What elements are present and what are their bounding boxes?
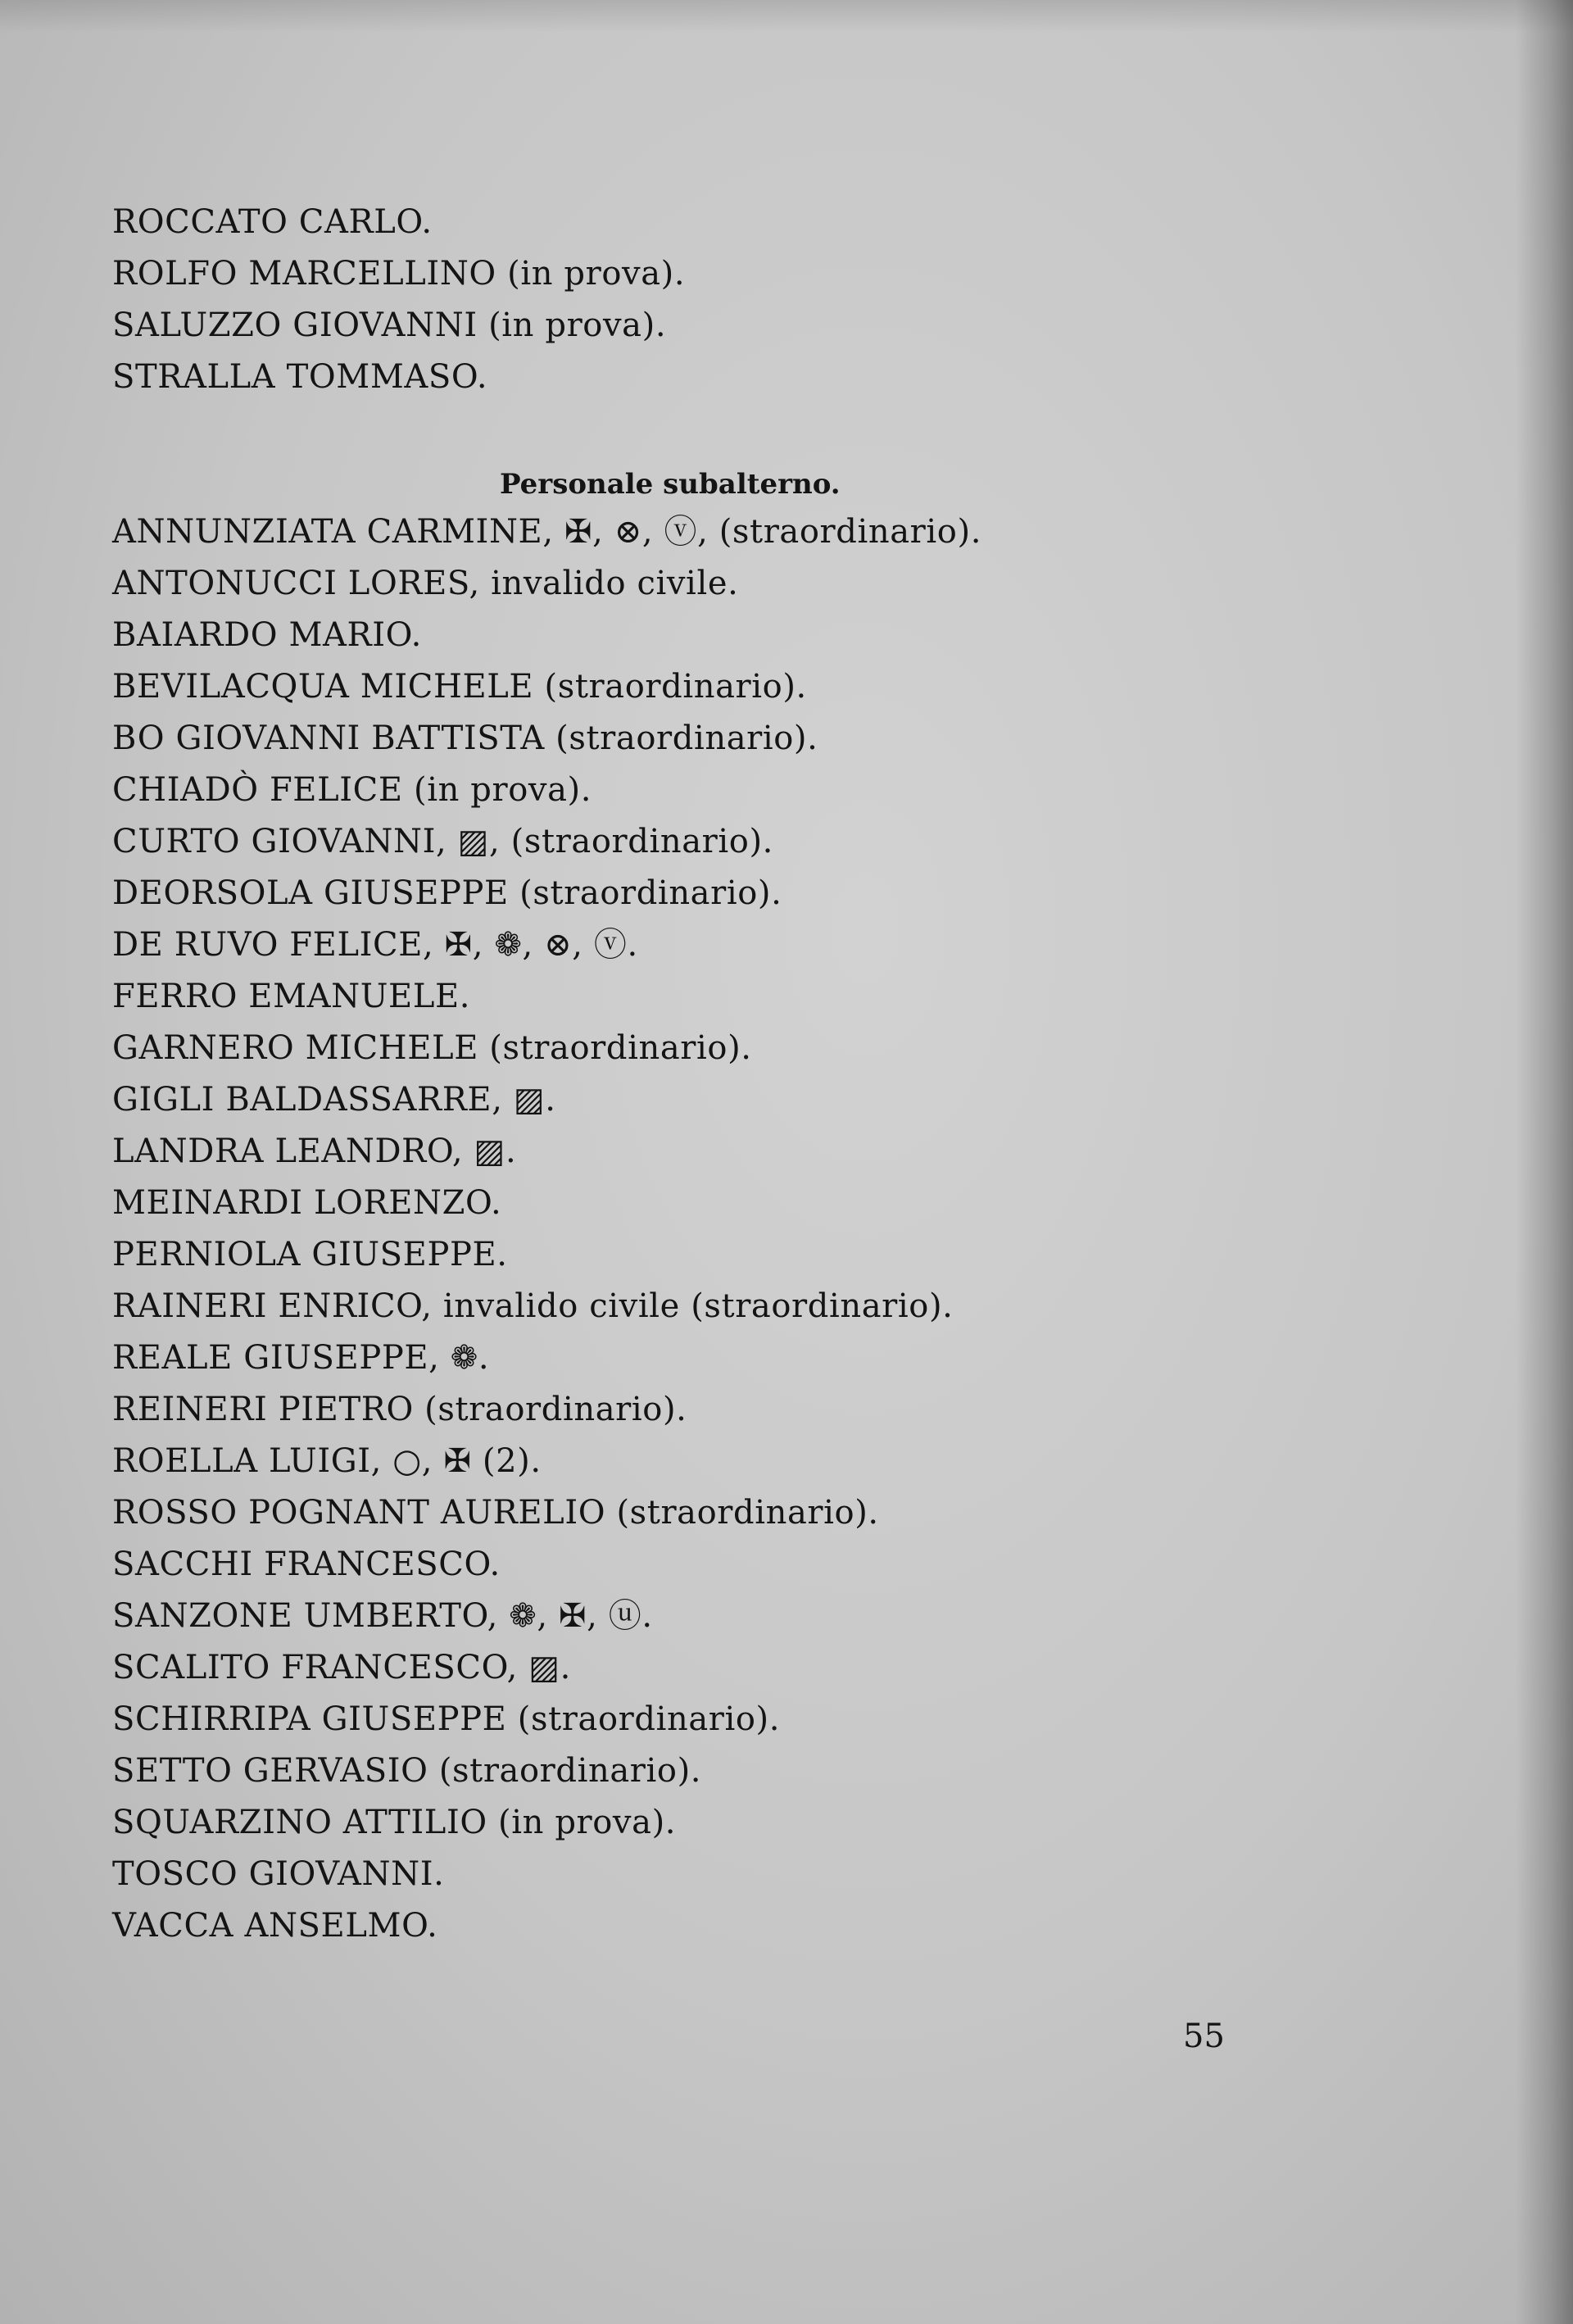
list-item: SANZONE UMBERTO, ❁, ✠, ⓤ.	[112, 1597, 653, 1635]
list-item: VACCA ANSELMO.	[112, 1907, 438, 1945]
list-item: BAIARDO MARIO.	[112, 616, 422, 654]
list-item: ANTONUCCI LORES, invalido civile.	[112, 565, 739, 602]
list-item: BEVILACQUA MICHELE (straordinario).	[112, 668, 807, 706]
list-item: CHIADÒ FELICE (in prova).	[112, 771, 592, 809]
list-item: FERRO EMANUELE.	[112, 978, 471, 1015]
list-item: ROLFO MARCELLINO (in prova).	[112, 255, 686, 293]
list-item: DEORSOLA GIUSEPPE (straordinario).	[112, 874, 782, 912]
list-item: ROELLA LUIGI, ○, ✠ (2).	[112, 1442, 542, 1480]
list-item: REINERI PIETRO (straordinario).	[112, 1391, 687, 1428]
list-item: MEINARDI LORENZO.	[112, 1184, 502, 1222]
list-item: SETTO GERVASIO (straordinario).	[112, 1752, 702, 1790]
list-item: SACCHI FRANCESCO.	[112, 1546, 501, 1583]
list-item: STRALLA TOMMASO.	[112, 358, 488, 396]
list-item: REALE GIUSEPPE, ❁.	[112, 1339, 490, 1377]
list-item: DE RUVO FELICE, ✠, ❁, ⊗, ⓥ.	[112, 926, 638, 964]
list-item: CURTO GIOVANNI, ▨, (straordinario).	[112, 823, 773, 860]
binding-edge-shadow	[1516, 0, 1573, 2324]
list-item: GIGLI BALDASSARRE, ▨.	[112, 1081, 556, 1119]
list-item: SCALITO FRANCESCO, ▨.	[112, 1649, 572, 1686]
list-item: ROSSO POGNANT AURELIO (straordinario).	[112, 1494, 879, 1532]
list-item: SCHIRRIPA GIUSEPPE (straordinario).	[112, 1700, 781, 1738]
list-item: RAINERI ENRICO, invalido civile (straordinario).	[112, 1287, 954, 1325]
list-item: LANDRA LEANDRO, ▨.	[112, 1132, 517, 1170]
list-item: ROCCATO CARLO.	[112, 203, 433, 241]
list-item: SALUZZO GIOVANNI (in prova).	[112, 306, 667, 344]
list-item: BO GIOVANNI BATTISTA (straordinario).	[112, 719, 818, 757]
list-item: SQUARZINO ATTILIO (in prova).	[112, 1804, 677, 1841]
list-item: TOSCO GIOVANNI.	[112, 1855, 445, 1893]
page-number: 55	[1183, 2018, 1225, 2055]
list-item: GARNERO MICHELE (straordinario).	[112, 1029, 752, 1067]
section-heading: Personale subalterno.	[500, 468, 841, 501]
list-item: ANNUNZIATA CARMINE, ✠, ⊗, ⓥ, (straordinario).	[112, 513, 982, 551]
staff-list	[112, 0, 1423, 2324]
list-item: PERNIOLA GIUSEPPE.	[112, 1236, 508, 1273]
